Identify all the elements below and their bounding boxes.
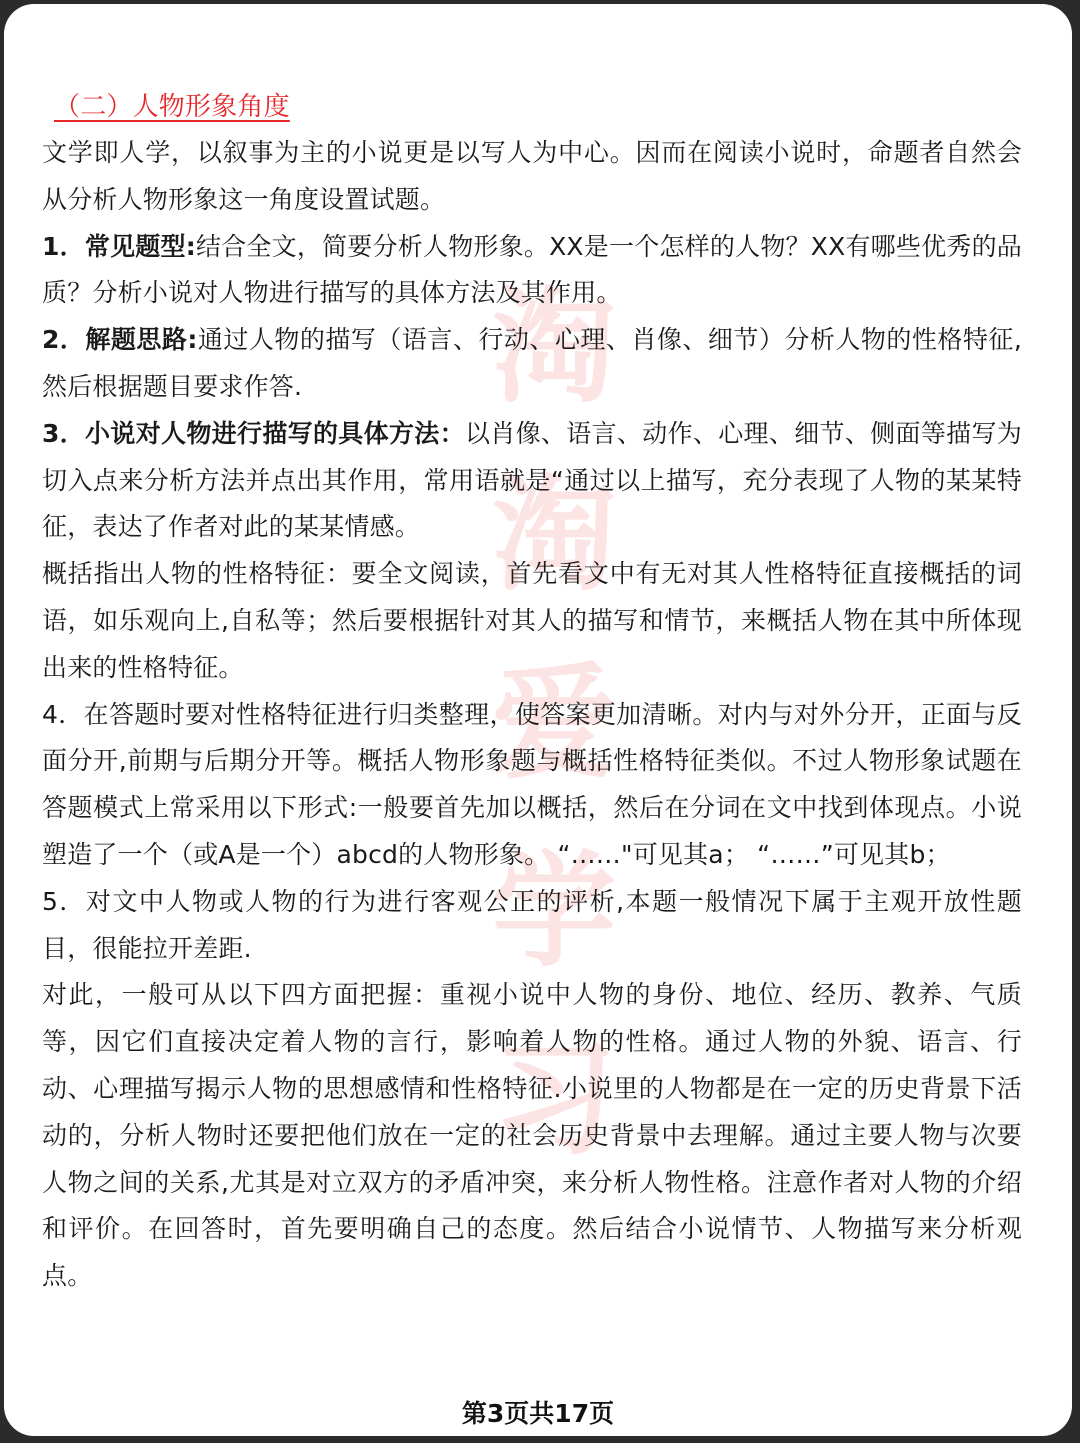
summary-paragraph: 概括指出人物的性格特征：要全文阅读，首先看文中有无对其人性格特征直接概括的词语，如乐观向上,自私等；然后要根据针对其人的描写和情节，来概括人物在其中所体现出来的性格特征。 <box>42 559 1022 682</box>
item-1-text: 结合全文，简要分析人物形象。XX是一个怎样的人物？XX有哪些优秀的品质？分析小说对人物进行描写的具体方法及其作用。 <box>42 231 1022 308</box>
watermark-char: 淘 <box>491 275 616 420</box>
watermark-char: 习 <box>491 1027 616 1172</box>
document-body <box>42 84 1022 1300</box>
final-paragraph: 对此，一般可从以下四方面把握：重视小说中人物的身份、地位、经历、教养、气质等，因它们直接决定着人物的言行，影响着人物的性格。通过人物的外貌、语言、行动、心理描写揭示人物的思想感情和性格特征.小说里的人物都是在一定的历史背景下活动的，分析人物时还要把他们放在一定的社会历史背景中去理解。通过主要人物与次要人物之间的关系,尤其是对立双方的矛盾冲突，来分析人物性格。注意作者对人物的介绍和评价。在回答时，首先要明确自己的态度。然后结合小说情节、人物描写来分析观点。 <box>42 980 1022 1291</box>
section-title: （二）人物形象角度 <box>54 92 290 122</box>
item-1 <box>42 224 1022 318</box>
item-3-text: 以肖像、语言、动作、心理、细节、侧面等描写为切入点来分析方法并点出其作用，常用语就是“通过以上描写，充分表现了人物的某某特征，表达了作者对此的某某情感。 <box>42 418 1023 542</box>
page-number: 第3页共17页 <box>461 1399 615 1428</box>
item-4: 4．在答题时要对性格特征进行归类整理，使答案更加清晰。对内与对外分开，正面与反面分开,前期与后期分开等。概括人物形象题与概括性格特征类似。不过人物形象试题在答题模式上常采用以下形式:一般要首先加以概括，然后在分词在文中找到体现点。小说塑造了一个（或A是一个）abcd的人物形象。 “……"可见其a； “……”可见其b； <box>42 699 1022 869</box>
watermark-char: 学 <box>491 839 616 984</box>
watermark-char: 淘 <box>491 463 616 608</box>
intro-paragraph: 文学即人学，以叙事为主的小说更是以写人为中心。因而在阅读小说时，命题者自然会从分析人物形象这一角度设置试题。 <box>42 138 1022 214</box>
document-page <box>4 4 1072 1436</box>
item-3 <box>42 411 1022 551</box>
item-2-text: 通过人物的描写（语言、行动、心理、肖像、细节）分析人物的性格特征,然后根据题目要求作答. <box>42 325 1022 401</box>
item-1-label: 1．常见题型: <box>42 231 196 261</box>
item-5: 5．对文中人物或人物的行为进行客观公正的评析,本题一般情况下属于主观开放性题目，很能拉开差距. <box>42 886 1022 963</box>
item-3-label: 3．小说对人物进行描写的具体方法： <box>42 418 465 448</box>
item-2 <box>42 317 1022 411</box>
watermark-char: 爱 <box>491 651 616 796</box>
item-2-label: 2．解题思路: <box>42 325 198 355</box>
